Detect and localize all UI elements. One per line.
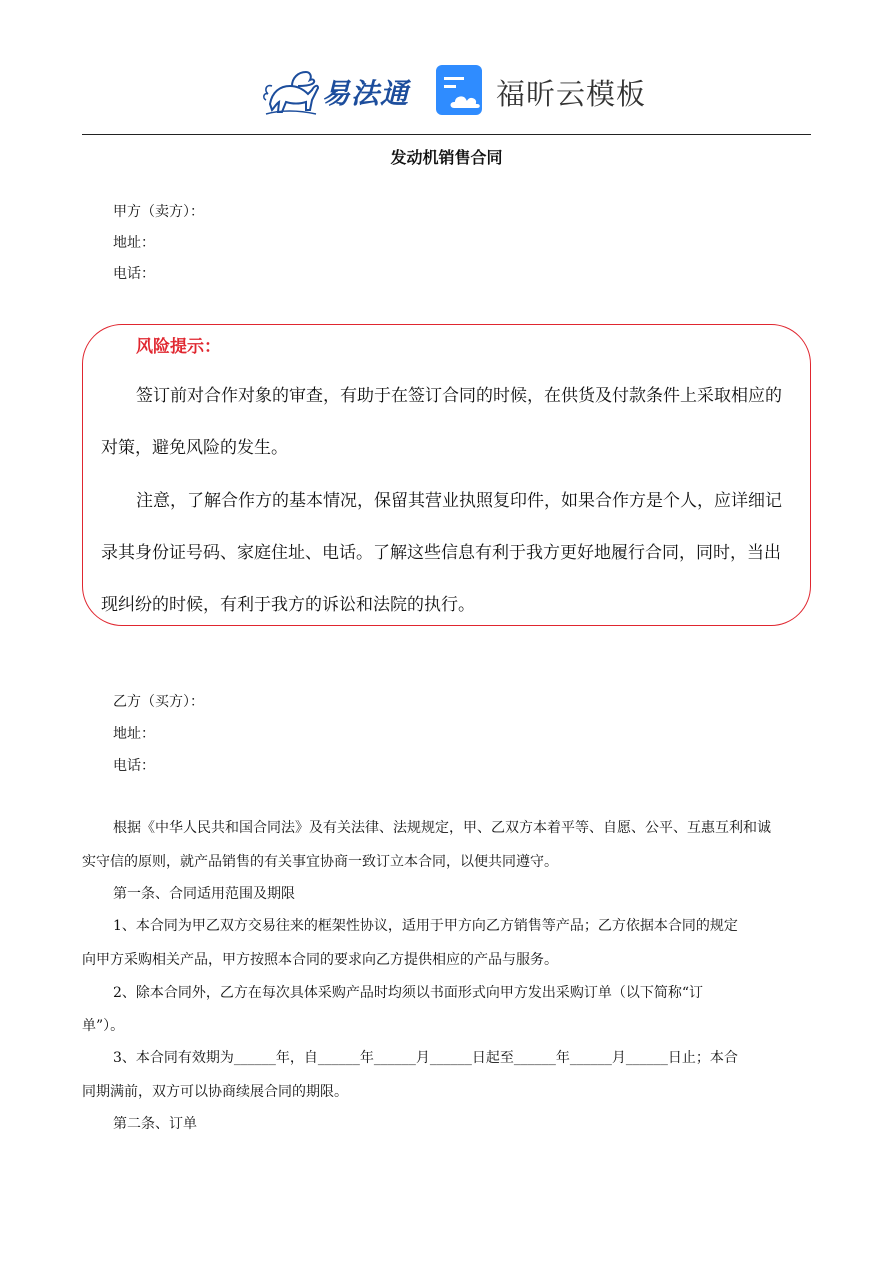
article-1-title: 第一条、合同适用范围及期限 <box>113 886 295 902</box>
party-a-phone: 电话： <box>113 266 155 282</box>
document-title: 发动机销售合同 <box>390 148 503 167</box>
risk-paragraph-2-line-2: 录其身份证号码、家庭住址、电话。了解这些信息有利于我方更好地履行合同，同时，当出 <box>101 543 781 563</box>
article-1-item-3-line-1: 3、本合同有效期为______年，自______年______月______日起至______年______月______日止；本合 <box>113 1050 738 1066</box>
risk-paragraph-1-line-2: 对策，避免风险的发生。 <box>101 438 288 458</box>
risk-notice-box <box>82 324 811 626</box>
qilin-logo-icon <box>262 64 320 118</box>
header-divider <box>82 134 811 135</box>
party-a-label: 甲方（卖方）： <box>113 204 204 220</box>
article-1-item-1-line-1: 1、本合同为甲乙双方交易往来的框架性协议，适用于甲方向乙方销售等产品；乙方依据本合同的规定 <box>113 918 738 934</box>
party-b-phone: 电话： <box>113 758 155 774</box>
risk-notice-title: 风险提示： <box>136 337 221 357</box>
article-2-title: 第二条、订单 <box>113 1116 197 1132</box>
intro-line-1: 根据《中华人民共和国合同法》及有关法律、法规规定，甲、乙双方本着平等、自愿、公平、互惠互利和诚 <box>113 820 771 836</box>
risk-paragraph-2-line-1: 注意，了解合作方的基本情况，保留其营业执照复印件，如果合作方是个人，应详细记 <box>136 491 782 511</box>
risk-paragraph-2-line-3: 现纠纷的时候，有利于我方的诉讼和法院的执行。 <box>101 595 475 615</box>
article-1-item-1-line-2: 向甲方采购相关产品，甲方按照本合同的要求向乙方提供相应的产品与服务。 <box>82 952 558 968</box>
fuxin-logo-text: 福昕云模板 <box>496 77 647 111</box>
yifatong-logo-text: 易法通 <box>322 77 410 110</box>
party-a-address: 地址： <box>113 235 155 251</box>
intro-line-2: 实守信的原则，就产品销售的有关事宜协商一致订立本合同，以便共同遵守。 <box>82 854 558 870</box>
fuxin-cloud-icon <box>436 65 486 115</box>
party-b-address: 地址： <box>113 726 155 742</box>
article-1-item-2-line-2: 单”）。 <box>82 1018 125 1034</box>
article-1-item-3-line-2: 同期满前，双方可以协商续展合同的期限。 <box>82 1084 348 1100</box>
article-1-item-2-line-1: 2、除本合同外，乙方在每次具体采购产品时均须以书面形式向甲方发出采购订单（以下简称“订 <box>113 985 704 1001</box>
risk-paragraph-1-line-1: 签订前对合作对象的审查，有助于在签订合同的时候，在供货及付款条件上采取相应的 <box>136 386 782 406</box>
header-logo-bar <box>0 58 893 124</box>
party-b-label: 乙方（买方）： <box>113 694 204 710</box>
